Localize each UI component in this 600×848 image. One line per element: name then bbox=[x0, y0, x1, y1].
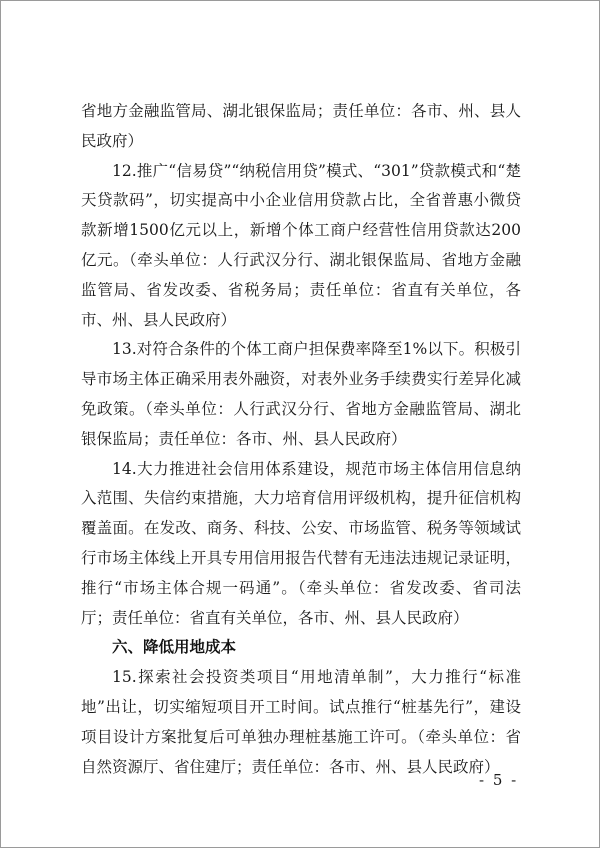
page-number: - 5 - bbox=[479, 771, 519, 789]
section-heading: 六、降低用地成本 bbox=[112, 638, 237, 657]
paragraph-continuation: 省地方金融监管局、湖北银保监局；责任单位：各市、州、县人民政府） bbox=[81, 102, 521, 150]
paragraph-item-14: 14.大力推进社会信用体系建设，规范市场主体信用信息纳入范围、失信约束措施，大力培育信用评级机构，提升征信机构覆盖面。在发改、商务、科技、公安、市场监管、税务等领域试行市场主体线上开具专用信用报告代替有无违法违规记录证明，推行“市场主体合规一码通”。（牵头单位：省发改委、省司法厅；责任单位：省直有关单位，各市、州、县人民政府） bbox=[81, 459, 521, 627]
document-body bbox=[81, 97, 521, 782]
paragraph-item-12: 12.推广“信易贷”“纳税信用贷”模式、“301”贷款模式和“楚天贷款码”，切实提高中小企业信用贷款占比，全省普惠小微贷款新增1500亿元以上，新增个体工商户经营性信用贷款达200亿元。（牵头单位：人行武汉分行、湖北银保监局、省地方金融监管局、省发改委、省税务局；责任单位：省直有关单位，各市、州、县人民政府） bbox=[81, 161, 521, 329]
paragraph-item-15: 15.探索社会投资类项目“用地清单制”，大力推行“标准地”出让，切实缩短项目开工时间。试点推行“桩基先行”，建设项目设计方案批复后可单独办理桩基施工许可。（牵头单位：省自然资源厅、省住建厅；责任单位：各市、州、县人民政府） bbox=[81, 668, 521, 776]
paragraph-item-13: 13.对符合条件的个体工商户担保费率降至1%以下。积极引导市场主体正确采用表外融资，对表外业务手续费实行差异化减免政策。（牵头单位：人行武汉分行、省地方金融监管局、湖北银保监局；责任单位：各市、州、县人民政府） bbox=[81, 340, 521, 448]
